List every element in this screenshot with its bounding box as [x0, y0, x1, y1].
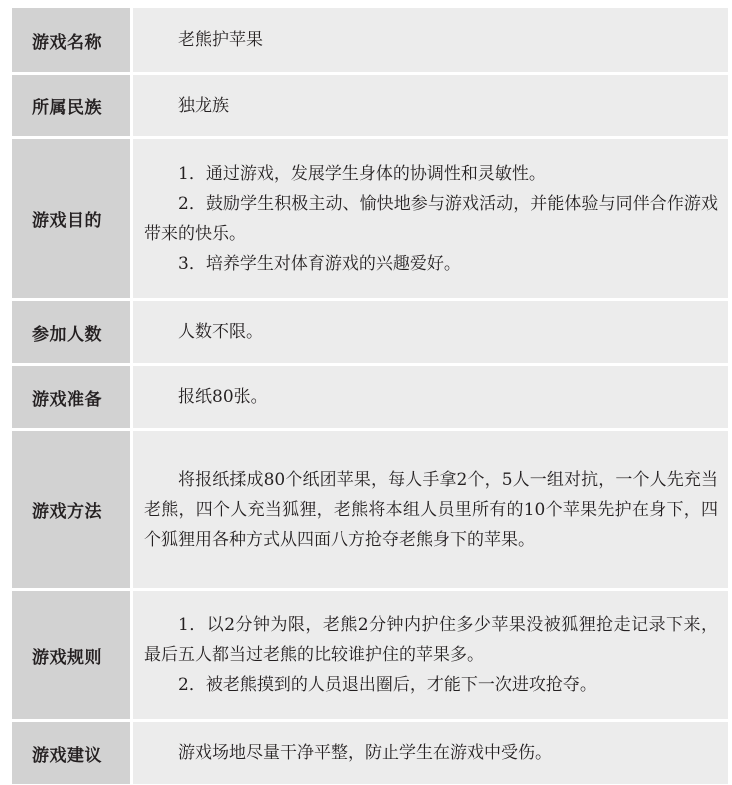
- paragraph: 游戏场地尽量干净平整，防止学生在游戏中受伤。: [178, 743, 552, 763]
- paragraph: 2．被老熊摸到的人员退出圈后，才能下一次进攻抢夺。: [178, 675, 597, 695]
- row-label-preparation: 游戏准备: [12, 366, 133, 428]
- row-value-ethnicity: [133, 75, 728, 136]
- paragraph: 3．培养学生对体育游戏的兴趣爱好。: [178, 253, 461, 274]
- row-label-game-name: 游戏名称: [12, 8, 133, 72]
- paragraph: 人数不限。: [178, 322, 263, 342]
- row-value-participants: [133, 301, 728, 363]
- paragraph: 1．以2分钟为限，老熊2分钟内护住多少苹果没被狐狸抢走记录下来，最后五人都当过老熊的比较谁护住的苹果多。: [144, 615, 718, 665]
- row-value-preparation: [133, 366, 728, 428]
- table-row: [12, 591, 728, 722]
- table-row: [12, 366, 728, 431]
- paragraph: 报纸80张。: [178, 387, 268, 407]
- paragraph: 老熊护苹果: [178, 30, 263, 50]
- row-label-suggestion: 游戏建议: [12, 722, 133, 784]
- row-label-ethnicity: 所属民族: [12, 75, 133, 136]
- paragraph: 1．通过游戏，发展学生身体的协调性和灵敏性。: [178, 163, 546, 184]
- row-label-purpose: 游戏目的: [12, 139, 133, 298]
- paragraph: 2．鼓励学生积极主动、愉快地参与游戏活动，并能体验与同伴合作游戏带来的快乐。: [144, 193, 718, 244]
- row-label-method: 游戏方法: [12, 431, 133, 588]
- paragraph: 将报纸揉成80个纸团苹果，每人手拿2个，5人一组对抗，一个人先充当老熊，四个人充当狐狸，老熊将本组人员里所有的10个苹果先护在身下，四个狐狸用各种方式从四面八方抢夺老熊身下的苹果。: [144, 469, 718, 550]
- row-value-suggestion: [133, 722, 728, 784]
- table-row: [12, 301, 728, 366]
- table-row: [12, 8, 728, 75]
- table-row: [12, 722, 728, 784]
- paragraph: 独龙族: [178, 95, 229, 116]
- row-value-purpose: [133, 139, 728, 298]
- row-value-game-name: [133, 8, 728, 72]
- game-info-table: [12, 8, 728, 784]
- row-value-method: [133, 431, 728, 588]
- table-row: [12, 75, 728, 139]
- row-value-rules: [133, 591, 728, 719]
- row-label-rules: 游戏规则: [12, 591, 133, 719]
- table-row: [12, 431, 728, 591]
- row-label-participants: 参加人数: [12, 301, 133, 363]
- table-row: [12, 139, 728, 301]
